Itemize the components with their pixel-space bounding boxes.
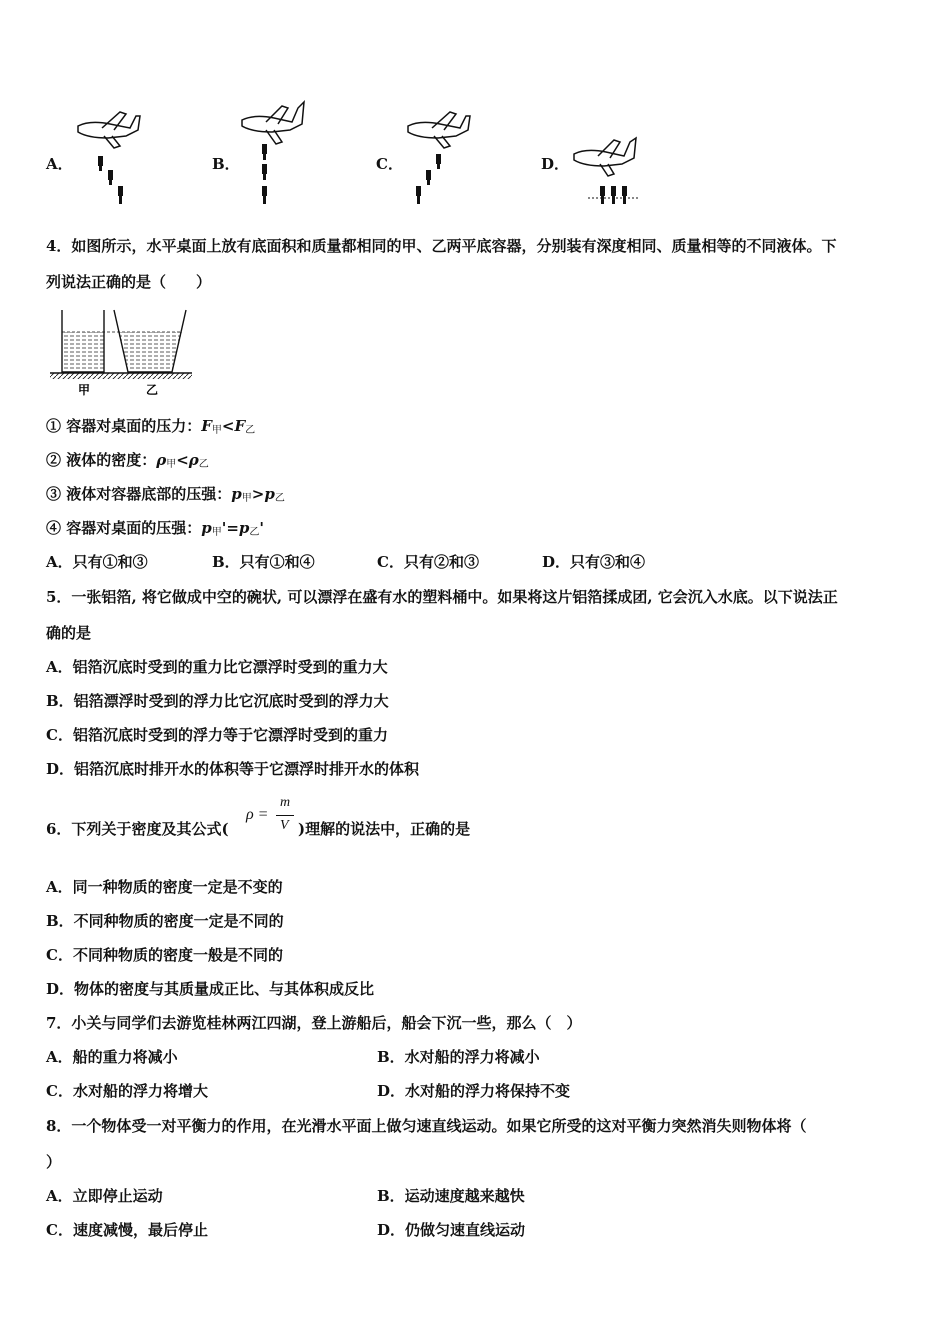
op: < xyxy=(221,417,235,435)
sub: 甲 xyxy=(211,425,222,436)
q3-option-b-label: B． xyxy=(212,155,240,173)
q4-stem-line1: 4．如图所示，水平桌面上放有底面积和质量都相同的甲、乙两平底容器，分别装有深度相同、质量相等的不同液体。下 xyxy=(46,237,837,255)
bombs-a xyxy=(98,156,123,204)
sub: 甲 xyxy=(211,527,222,538)
airplane-figure-a xyxy=(70,108,150,208)
q7-option-c: C．水对船的浮力将增大 xyxy=(46,1082,208,1100)
airplane-figure-c xyxy=(400,108,480,208)
q8-option-b: B．运动速度越来越快 xyxy=(377,1187,525,1205)
op: > xyxy=(251,485,265,503)
q4-option-c: C．只有②和③ xyxy=(377,553,479,571)
bombs-d xyxy=(600,186,627,204)
sub: 甲 xyxy=(166,459,177,470)
q5-option-b: B．铝箔漂浮时受到的浮力比它沉底时受到的浮力大 xyxy=(46,692,389,710)
q3-option-c-label: C． xyxy=(376,155,403,173)
op: < xyxy=(176,451,189,469)
q4-statement-4 xyxy=(46,518,264,543)
q4-statement-1 xyxy=(46,416,255,441)
formula-denominator: V xyxy=(280,818,289,833)
airplane-figure-b xyxy=(236,98,316,208)
q5-option-a: A．铝箔沉底时受到的重力比它漂浮时受到的重力大 xyxy=(46,658,388,676)
q8-option-d: D．仍做匀速直线运动 xyxy=(377,1221,526,1239)
op: '= xyxy=(221,519,239,537)
q8-stem-line2: ） xyxy=(46,1153,62,1171)
var: p xyxy=(231,485,242,503)
containers-figure xyxy=(46,306,196,398)
q6-stem-pre: 6．下列关于密度及其公式( xyxy=(46,820,229,838)
q4-option-d: D．只有③和④ xyxy=(542,553,646,571)
var: p xyxy=(201,519,212,537)
q4-option-b: B．只有①和④ xyxy=(212,553,315,571)
q6-option-c: C．不同种物质的密度一般是不同的 xyxy=(46,946,283,964)
airplane-figure-d xyxy=(566,132,646,208)
q3-option-d-label: D． xyxy=(541,155,570,173)
sub2: 乙 xyxy=(198,459,209,470)
q7-option-b: B．水对船的浮力将减小 xyxy=(377,1048,540,1066)
q4-statement-3 xyxy=(46,484,285,509)
sub2: 乙 xyxy=(274,493,285,504)
q5-option-d: D．铝箔沉底时排开水的体积等于它漂浮时排开水的体积 xyxy=(46,760,420,778)
q5-stem-line1: 5．一张铝箔, 将它做成中空的碗状, 可以漂浮在盛有水的塑料桶中。如果将这片铝箔揉成团, 它会沉入水底。以下说法正 xyxy=(46,588,838,606)
q6-stem-post: )理解的说法中，正确的是 xyxy=(298,820,471,838)
fig-label-jia: 甲 xyxy=(78,383,91,397)
statement-text: ② 液体的密度： xyxy=(46,451,157,469)
q6-option-b: B．不同种物质的密度一定是不同的 xyxy=(46,912,284,930)
suffix: ' xyxy=(259,519,264,537)
q6-option-d: D．物体的密度与其质量成正比、与其体积成反比 xyxy=(46,980,375,998)
q7-option-d: D．水对船的浮力将保持不变 xyxy=(377,1082,571,1100)
q8-option-a: A．立即停止运动 xyxy=(46,1187,163,1205)
q4-option-a: A．只有①和③ xyxy=(46,553,148,571)
q8-option-c: C．速度减慢，最后停止 xyxy=(46,1221,208,1239)
q5-stem-line2: 确的是 xyxy=(46,624,92,642)
var2: ρ xyxy=(188,451,199,469)
q4-statement-2 xyxy=(46,450,209,475)
fraction-bar xyxy=(276,815,294,816)
bombs-c xyxy=(416,154,441,204)
sub2: 乙 xyxy=(245,425,256,436)
q6-option-a: A．同一种物质的密度一定是不变的 xyxy=(46,878,283,896)
q7-option-a: A．船的重力将减小 xyxy=(46,1048,178,1066)
q3-option-a-label: A． xyxy=(46,155,73,173)
statement-text: ① 容器对桌面的压力： xyxy=(46,417,202,435)
bombs-b xyxy=(262,144,267,204)
var: F xyxy=(201,417,212,435)
formula-numerator: m xyxy=(280,795,291,810)
q8-stem-line1: 8．一个物体受一对平衡力的作用，在光滑水平面上做匀速直线运动。如果它所受的这对平衡力突然消失则物体将（ xyxy=(46,1117,807,1135)
var2: p xyxy=(238,519,250,537)
var2: F xyxy=(234,417,246,435)
var2: p xyxy=(264,485,275,503)
q4-stem-line2: 列说法正确的是（ ） xyxy=(46,273,212,291)
sub2: 乙 xyxy=(249,527,260,538)
q5-option-c: C．铝箔沉底时受到的浮力等于它漂浮时受到的重力 xyxy=(46,726,388,744)
q7-stem: 7．小关与同学们去游览桂林两江四湖，登上游船后，船会下沉一些，那么（ ） xyxy=(46,1014,582,1032)
sub: 甲 xyxy=(241,493,252,504)
var: ρ xyxy=(156,451,167,469)
fig-label-yi: 乙 xyxy=(146,383,159,397)
statement-text: ④ 容器对桌面的压强： xyxy=(46,519,202,537)
statement-text: ③ 液体对容器底部的压强： xyxy=(46,485,232,503)
formula-lhs: ρ = xyxy=(246,806,269,823)
